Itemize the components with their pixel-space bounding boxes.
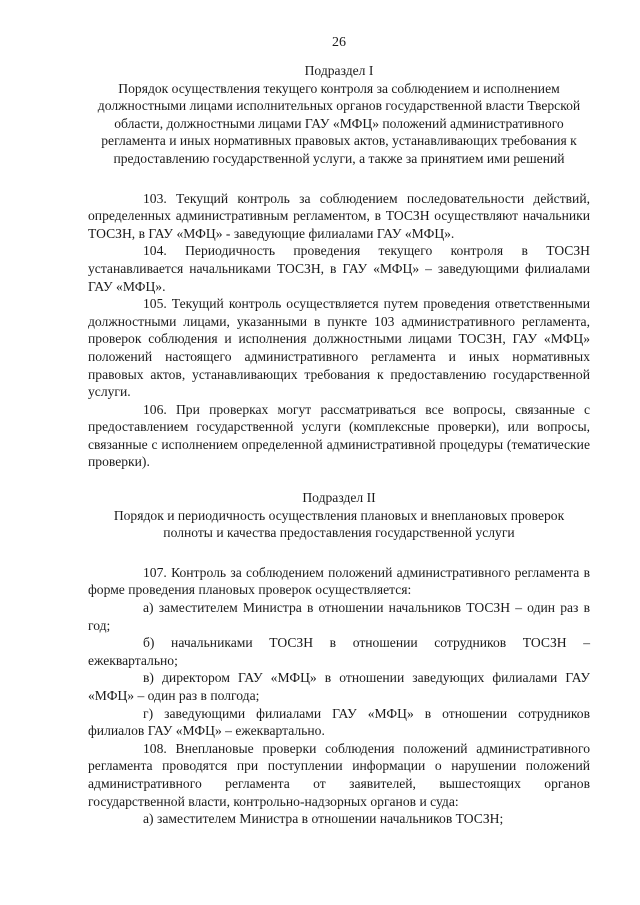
list-item-107-g: г) заведующими филиалами ГАУ «МФЦ» в отношении сотрудников филиалов ГАУ «МФЦ» – ежеквартально. <box>88 705 590 739</box>
section-1-heading: Подраздел I <box>304 63 374 78</box>
section-2-heading: Подраздел II <box>302 490 376 506</box>
list-item-107-a: а) заместителем Министра в отношении начальников ТОСЗН – один раз в год; <box>88 600 590 633</box>
list-item-107-b: б) начальниками ТОСЗН в отношении сотрудников ТОСЗН – ежеквартально; <box>88 635 590 668</box>
paragraph-103: 103. Текущий контроль за соблюдением последовательности действий, определенных административным регламентом, в ТОСЗН осуществляют начальники ТОСЗН, в ГАУ «МФЦ» - заведующие филиалами ГАУ «МФЦ». <box>88 190 590 241</box>
paragraph-106: 106. При проверках могут рассматриваться все вопросы, связанные с предоставлением государственной услуги (комплексные проверки), или вопросы, связанные с исполнением определенной административной процедуры (тематические проверки). <box>88 401 590 470</box>
page-number: 26 <box>332 35 346 50</box>
scan-artifact <box>606 0 634 3</box>
paragraph-105: 105. Текущий контроль осуществляется путем проведения ответственными должностными лицами, указанными в пункте 103 административного регламента, проверок соблюдения и исполнения должностными лицами ТОСЗН, ГАУ «МФЦ» положений настоящего административного регламента и иных нормативных правовых актов, устанавливающих требования к предоставлению государственной услуги. <box>88 296 590 400</box>
paragraph-107: 107. Контроль за соблюдением положений административного регламента в форме проведения плановых проверок осуществляется: <box>88 564 590 598</box>
list-item-107-v: в) директором ГАУ «МФЦ» в отношении заведующих филиалами ГАУ «МФЦ» – один раз в полгода; <box>88 670 590 703</box>
paragraph-104: 104. Периодичность проведения текущего контроля в ТОСЗН устанавливается начальниками ТОСЗН, в ГАУ «МФЦ» – заведующими филиалами ГАУ «МФЦ». <box>88 243 590 294</box>
document-page <box>88 34 590 828</box>
section-1-title: Порядок осуществления текущего контроля за соблюдением и исполнением должностными лицами исполнительных органов государственной власти Тверской области, должностными лицами ГАУ «МФЦ» положений административного регламента и иных нормативных правовых актов, устанавливающих требования к предоставлению государственной услуги, а также за принятием ими решений <box>97 80 581 166</box>
list-item-108-a: а) заместителем Министра в отношении начальников ТОСЗН; <box>143 811 504 827</box>
paragraph-108: 108. Внеплановые проверки соблюдения положений административного регламента проводятся при поступлении информации о нарушении положений административного регламента от заявителей, вышестоящих органов государственной власти, контрольно-надзорных органов и суда: <box>88 740 590 809</box>
section-2-title: Порядок и периодичность осуществления плановых и внеплановых проверок полноты и качества предоставления государственной услуги <box>113 507 565 541</box>
